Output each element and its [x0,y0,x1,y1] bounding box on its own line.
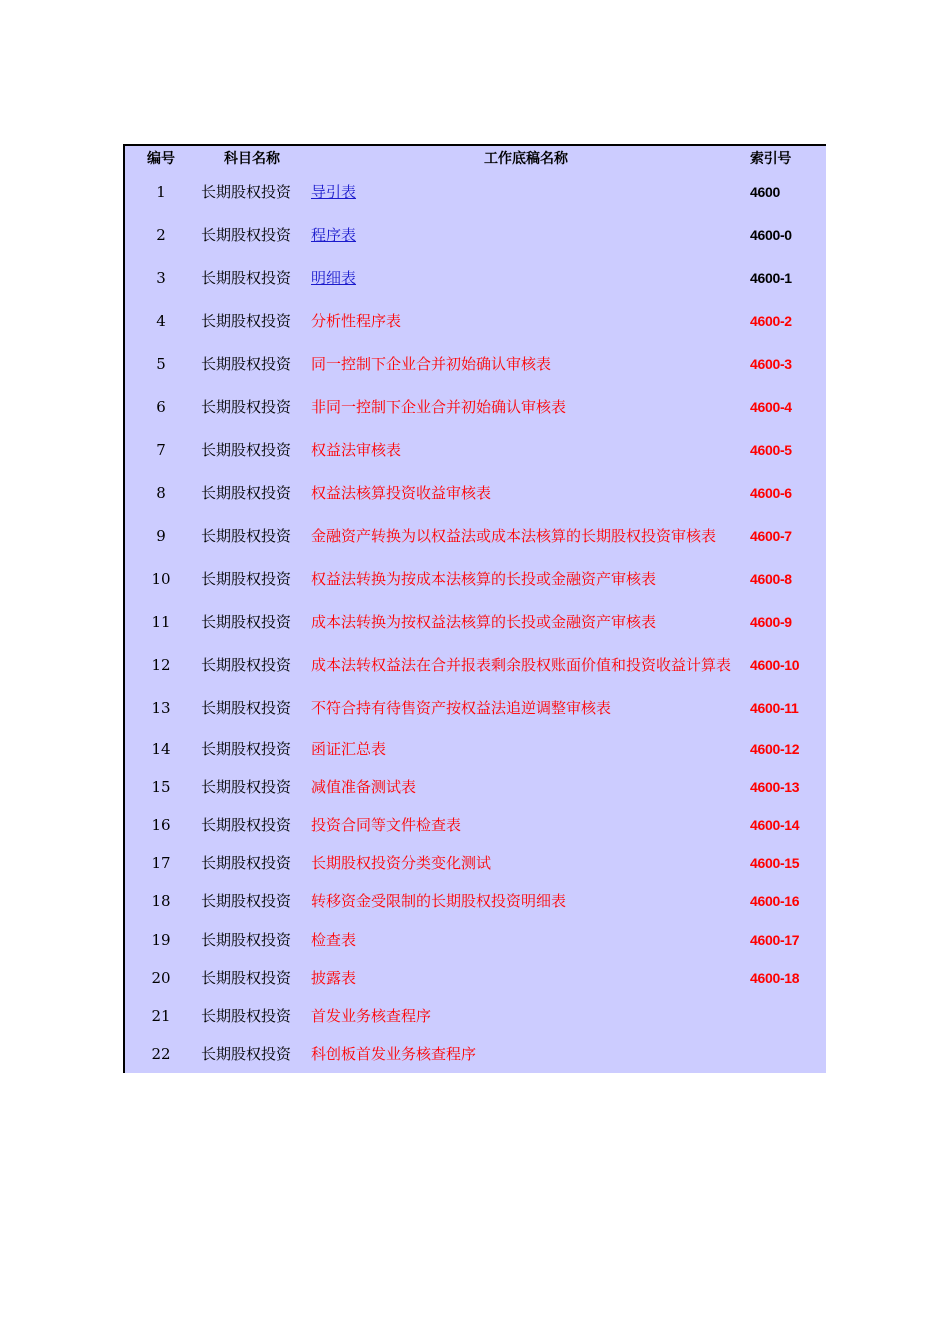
workpaper-name: 减值准备测试表 [311,778,417,796]
table-row [125,815,826,835]
row-number: 6 [156,398,166,416]
table-row [125,569,826,589]
row-subject: 长期股权投资 [201,183,292,201]
row-index: 4600-18 [750,970,800,986]
row-subject: 长期股权投资 [201,1007,292,1025]
row-subject: 长期股权投资 [201,656,292,674]
row-number: 11 [151,613,171,631]
row-index [750,1044,830,1064]
row-subject: 长期股权投资 [201,854,292,872]
header-subject: 科目名称 [224,151,280,167]
workpaper-name: 不符合持有待售资产按权益法追逆调整审核表 [311,699,612,717]
row-number: 4 [156,312,166,330]
workpaper-index-table [123,144,826,1073]
workpaper-link[interactable]: 明细表 [311,269,357,287]
row-index: 4600-4 [750,399,792,415]
row-subject: 长期股权投资 [201,398,292,416]
row-number: 10 [151,570,171,588]
row-number: 16 [151,816,171,834]
workpaper-name: 投资合同等文件检查表 [311,816,462,834]
workpaper-name: 同一控制下企业合并初始确认审核表 [311,355,552,373]
row-index: 4600-17 [750,932,800,948]
header-index: 索引号 [750,151,792,167]
row-index: 4600-3 [750,356,792,372]
table-row [125,655,826,675]
row-subject: 长期股权投资 [201,613,292,631]
row-subject: 长期股权投资 [201,931,292,949]
row-subject: 长期股权投资 [201,441,292,459]
table-header-row [125,149,826,169]
row-subject: 长期股权投资 [201,740,292,758]
table-row [125,225,826,245]
row-index: 4600-15 [750,855,800,871]
workpaper-name: 函证汇总表 [311,740,387,758]
row-subject: 长期股权投资 [201,355,292,373]
table-row [125,891,826,911]
workpaper-name: 分析性程序表 [311,312,402,330]
row-number: 12 [151,656,171,674]
table-row [125,739,826,759]
row-subject: 长期股权投资 [201,816,292,834]
table-row [125,440,826,460]
row-subject: 长期股权投资 [201,570,292,588]
row-index: 4600-8 [750,571,792,587]
row-subject: 长期股权投资 [201,527,292,545]
row-index: 4600-9 [750,614,792,630]
header-no: 编号 [147,151,175,167]
row-number: 9 [156,527,166,545]
row-number: 7 [156,441,166,459]
table-row [125,311,826,331]
table-row [125,397,826,417]
row-index: 4600-6 [750,485,792,501]
row-index: 4600-2 [750,313,792,329]
row-number: 2 [156,226,166,244]
table-row [125,268,826,288]
workpaper-link[interactable]: 导引表 [311,183,357,201]
row-index [750,1006,830,1026]
workpaper-name: 权益法核算投资收益审核表 [311,484,492,502]
workpaper-name: 长期股权投资分类变化测试 [311,854,492,872]
row-subject: 长期股权投资 [201,269,292,287]
row-number: 15 [151,778,171,796]
row-subject: 长期股权投资 [201,699,292,717]
row-index: 4600-0 [750,227,792,243]
table-row [125,612,826,632]
row-number: 8 [156,484,166,502]
row-index: 4600-13 [750,779,800,795]
workpaper-name: 科创板首发业务核查程序 [311,1045,477,1063]
row-number: 1 [156,183,166,201]
table-row [125,853,826,873]
row-number: 18 [151,892,171,910]
row-number: 19 [151,931,171,949]
workpaper-name: 成本法转权益法在合并报表剩余股权账面价值和投资收益计算表 [311,656,732,674]
workpaper-name: 非同一控制下企业合并初始确认审核表 [311,398,567,416]
table-row [125,1006,826,1026]
row-subject: 长期股权投资 [201,312,292,330]
table-row [125,968,826,988]
table-row [125,354,826,374]
row-index: 4600-12 [750,741,800,757]
row-subject: 长期股权投资 [201,778,292,796]
workpaper-name: 成本法转换为按权益法核算的长投或金融资产审核表 [311,613,657,631]
table-row [125,483,826,503]
row-number: 5 [156,355,166,373]
row-index: 4600-5 [750,442,792,458]
workpaper-name: 金融资产转换为以权益法或成本法核算的长期股权投资审核表 [311,527,717,545]
row-index: 4600 [750,184,780,200]
row-number: 20 [151,969,171,987]
table-row [125,777,826,797]
row-index: 4600-11 [750,700,799,716]
row-number: 22 [151,1045,171,1063]
workpaper-link[interactable]: 程序表 [311,226,357,244]
row-number: 21 [151,1007,171,1025]
workpaper-name: 权益法转换为按成本法核算的长投或金融资产审核表 [311,570,657,588]
row-subject: 长期股权投资 [201,969,292,987]
row-index: 4600-10 [750,657,800,673]
row-index: 4600-14 [750,817,800,833]
row-number: 17 [151,854,171,872]
workpaper-name: 检查表 [311,931,357,949]
table-row [125,526,826,546]
workpaper-name: 转移资金受限制的长期股权投资明细表 [311,892,567,910]
header-workpaper-name: 工作底稿名称 [484,151,568,167]
row-number: 3 [156,269,166,287]
row-number: 14 [151,740,171,758]
table-row [125,698,826,718]
row-subject: 长期股权投资 [201,226,292,244]
table-row [125,1044,826,1064]
row-subject: 长期股权投资 [201,484,292,502]
table-row [125,930,826,950]
row-subject: 长期股权投资 [201,892,292,910]
row-number: 13 [151,699,171,717]
row-subject: 长期股权投资 [201,1045,292,1063]
row-index: 4600-1 [750,270,792,286]
row-index: 4600-16 [750,893,800,909]
row-index: 4600-7 [750,528,792,544]
workpaper-name: 权益法审核表 [311,441,402,459]
workpaper-name: 披露表 [311,969,357,987]
table-row [125,182,826,202]
workpaper-name: 首发业务核查程序 [311,1007,432,1025]
